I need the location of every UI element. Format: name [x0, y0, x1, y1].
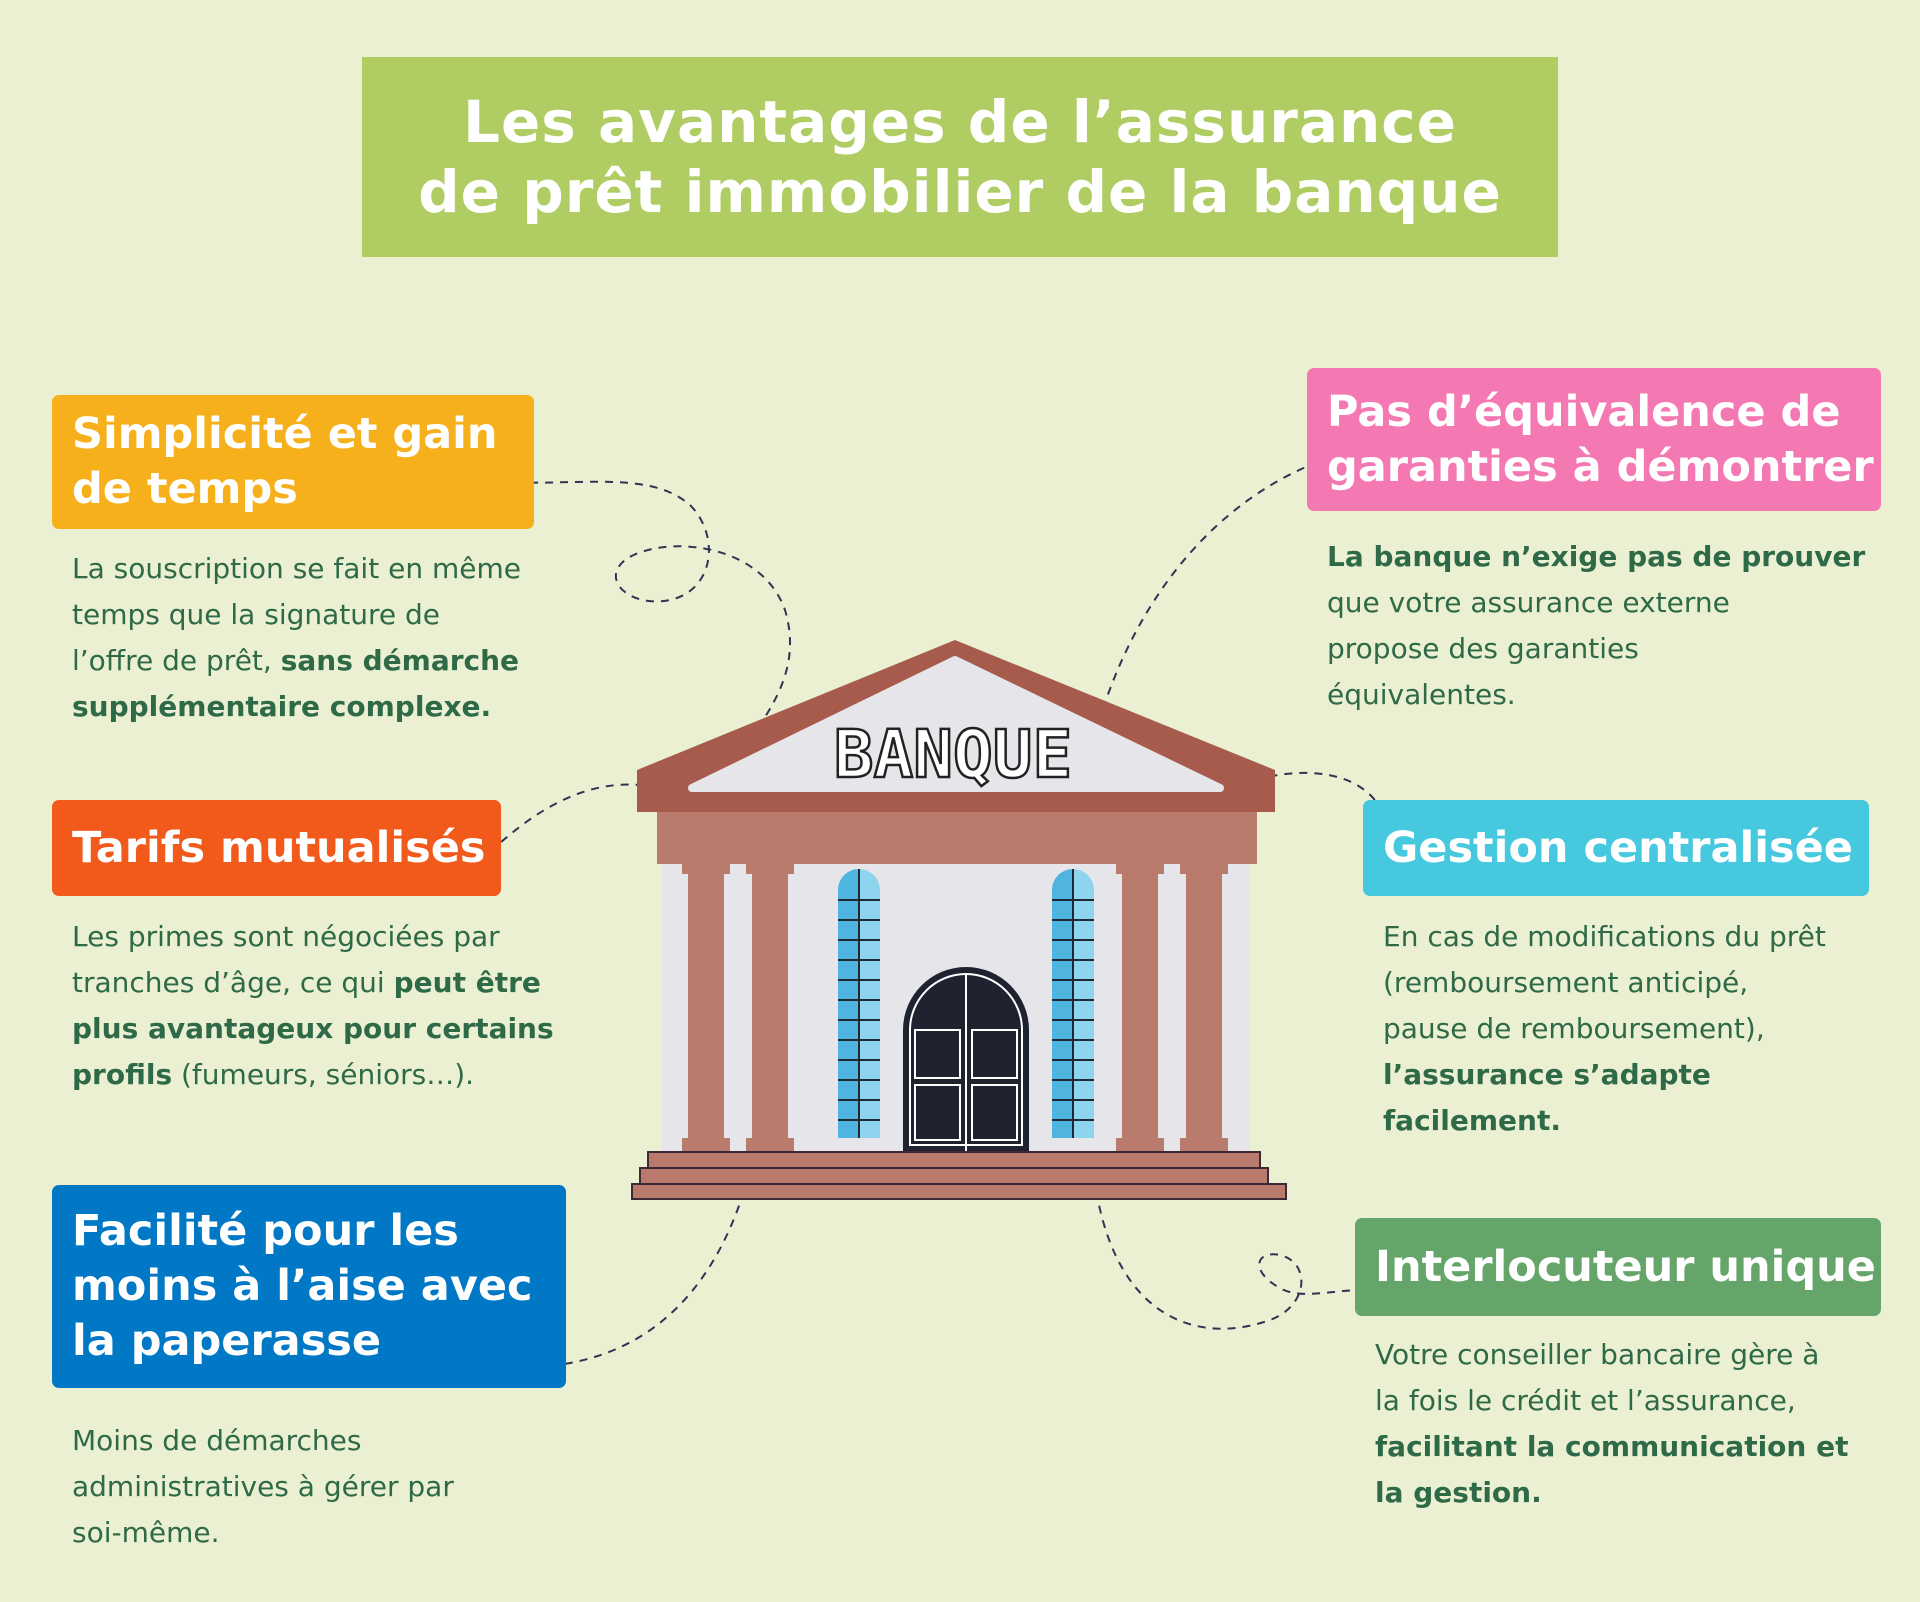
desc-simplicite	[72, 546, 521, 730]
bank-door	[903, 967, 1029, 1153]
desc-emphasis: l’assurance s’adapte	[1383, 1058, 1711, 1091]
heading-simplicite-line-2: de temps	[72, 464, 298, 514]
heading-simplicite-line-1: Simplicité et gain	[72, 409, 498, 459]
heading-pas-equivalence	[1307, 368, 1881, 511]
heading-facilite	[52, 1185, 566, 1388]
desc-text: l’offre de prêt,	[72, 644, 281, 677]
desc-line	[1327, 672, 1865, 718]
desc-line	[72, 592, 521, 638]
desc-line	[72, 1418, 454, 1464]
desc-line	[72, 1006, 554, 1052]
desc-emphasis: peut être	[393, 966, 541, 999]
desc-text: la fois le crédit et l’assurance,	[1375, 1384, 1796, 1417]
bank-entablature	[657, 812, 1257, 864]
heading-interlocuteur	[1355, 1218, 1881, 1316]
heading-tarifs-line-1: Tarifs mutualisés	[72, 822, 486, 873]
desc-line	[1383, 960, 1826, 1006]
desc-text: (fumeurs, séniors…).	[172, 1058, 475, 1091]
heading-gestion	[1363, 800, 1869, 896]
heading-gestion-line-1: Gestion centralisée	[1383, 822, 1853, 873]
desc-text: temps que la signature de	[72, 598, 441, 631]
desc-text: Les primes sont négociées par	[72, 920, 500, 953]
desc-line	[1375, 1470, 1848, 1516]
desc-facilite	[72, 1418, 454, 1556]
desc-text: tranches d’âge, ce qui	[72, 966, 394, 999]
heading-pas-equivalence-line-2: garanties à démontrer	[1327, 441, 1874, 492]
desc-line	[72, 546, 521, 592]
desc-line	[72, 638, 521, 684]
desc-line	[72, 1464, 454, 1510]
heading-interlocuteur-line-1: Interlocuteur unique	[1375, 1241, 1876, 1292]
desc-emphasis: plus avantageux pour certains	[72, 1012, 554, 1045]
desc-line	[1383, 914, 1826, 960]
heading-facilite-line-3: la paperasse	[72, 1316, 382, 1366]
desc-line	[72, 1052, 554, 1098]
desc-emphasis: facilitant la communication et	[1375, 1430, 1849, 1463]
desc-line	[1375, 1424, 1848, 1470]
heading-facilite-line-2: moins à l’aise avec	[72, 1261, 533, 1311]
desc-line	[1327, 626, 1865, 672]
desc-line	[1383, 1098, 1826, 1144]
desc-emphasis: la gestion.	[1375, 1476, 1542, 1509]
heading-simplicite	[52, 395, 534, 529]
desc-text: administratives à gérer par	[72, 1470, 454, 1503]
desc-emphasis: La banque n’exige pas de prouver	[1327, 540, 1866, 573]
desc-emphasis: profils	[72, 1058, 173, 1091]
desc-gestion	[1383, 914, 1826, 1144]
desc-line	[1383, 1052, 1826, 1098]
desc-text: En cas de modifications du prêt	[1383, 920, 1826, 953]
bank-steps	[632, 1152, 1286, 1199]
desc-text: Votre conseiller bancaire gère à	[1375, 1338, 1820, 1371]
bank-sign: BANQUE	[833, 716, 1073, 793]
desc-text: La souscription se fait en même	[72, 552, 521, 585]
desc-emphasis: sans démarche	[280, 644, 520, 677]
desc-text: Moins de démarches	[72, 1424, 362, 1457]
desc-line	[72, 1510, 454, 1556]
desc-text: pause de remboursement),	[1383, 1012, 1765, 1045]
desc-text: (remboursement anticipé,	[1383, 966, 1749, 999]
desc-text: soi-même.	[72, 1516, 220, 1549]
desc-emphasis: supplémentaire complexe.	[72, 690, 492, 723]
heading-pas-equivalence-line-1: Pas d’équivalence de	[1327, 386, 1841, 437]
desc-text: équivalentes.	[1327, 678, 1516, 711]
desc-pas-equivalence	[1327, 534, 1865, 718]
desc-line	[72, 684, 521, 730]
heading-facilite-line-1: Facilité pour les	[72, 1206, 459, 1256]
desc-tarifs	[72, 914, 554, 1098]
desc-line	[1375, 1332, 1848, 1378]
desc-line	[1327, 534, 1865, 580]
title-line-2: de prêt immobilier de la banque	[418, 158, 1502, 226]
bank-window-right	[1052, 869, 1094, 1138]
title-line-1: Les avantages de l’assurance	[462, 88, 1457, 156]
desc-emphasis: facilement.	[1383, 1104, 1561, 1137]
desc-line	[1375, 1378, 1848, 1424]
desc-line	[72, 914, 554, 960]
desc-line	[1383, 1006, 1826, 1052]
desc-line	[72, 960, 554, 1006]
desc-text: que votre assurance externe	[1327, 586, 1730, 619]
bank-window-left	[838, 869, 880, 1138]
desc-interlocuteur	[1375, 1332, 1848, 1516]
desc-text: propose des garanties	[1327, 632, 1639, 665]
heading-tarifs	[52, 800, 501, 896]
desc-line	[1327, 580, 1865, 626]
